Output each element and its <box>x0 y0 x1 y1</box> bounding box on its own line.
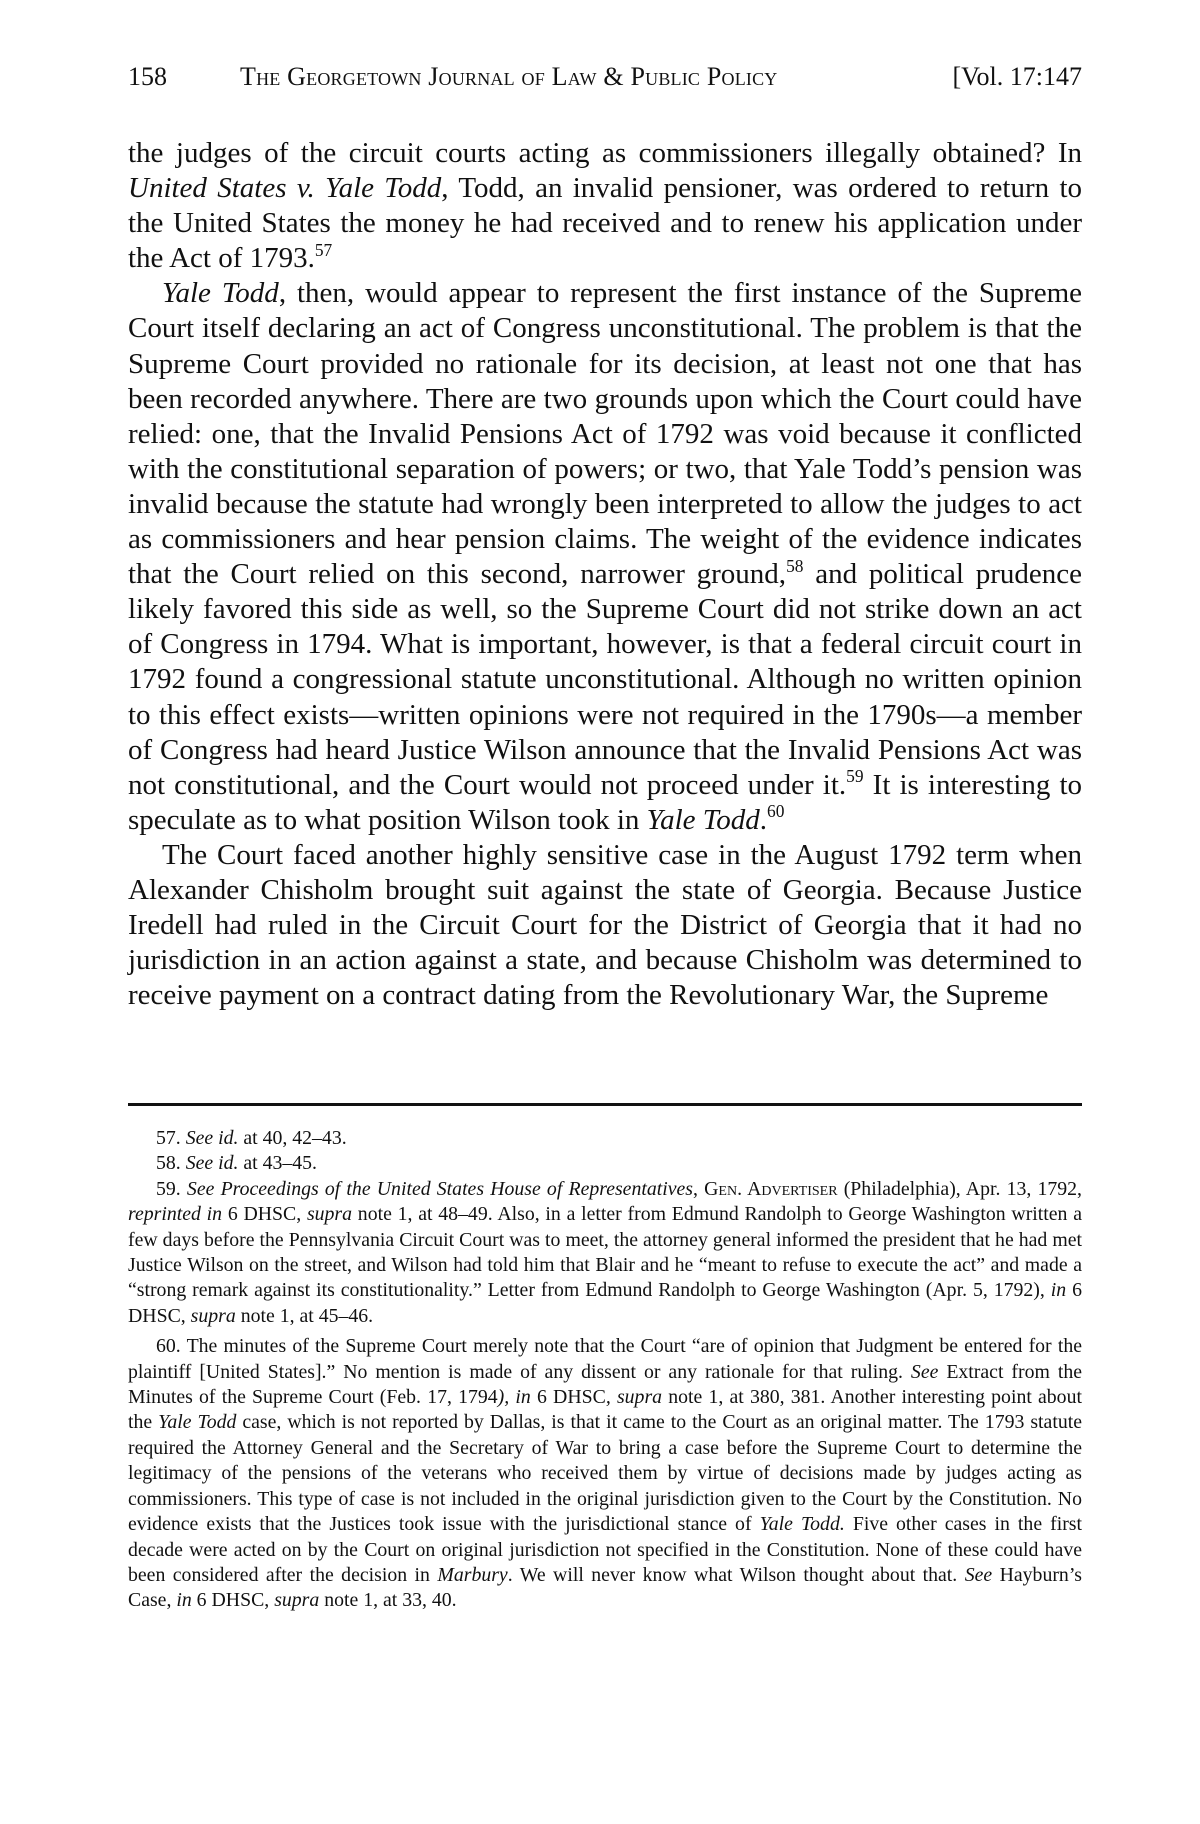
paragraph-1 <box>128 136 1082 276</box>
footnotes <box>128 1126 1082 1614</box>
signal: See <box>910 1360 939 1383</box>
footnote-number: 57. <box>156 1127 181 1149</box>
signal: supra <box>306 1203 353 1226</box>
text-run: at 43–45. <box>238 1152 317 1175</box>
signal: See id. <box>185 1127 239 1149</box>
signal: ), in <box>497 1386 531 1409</box>
footnote-number: 58. <box>156 1152 181 1175</box>
text-run: , then, would appear to represent the first instance of the Supreme Court itself declaring an act of Congress unconstitutional. The problem is that the Supreme Court provided no rationale for its decision, at least not one that has been recorded anywhere. There are two grounds upon which the Court could have relied: one, that the Invalid Pensions Act of 1792 was void because it conflicted with the constitutional separation of powers; or two, that Yale Todd’s pension was invalid because the statute had wrongly been interpreted to allow the judges to act as commissioners and hear pension claims. The weight of the evidence indicates that the Court relied on this second, narrower ground, <box>128 277 1082 591</box>
text-run: note 1, at 380, 381. Another interesting point about the <box>128 1386 1082 1434</box>
text-run: case, which is not reported by Dallas, is that it came to the Court as an original matter. The 1793 statute required the Attorney General and the Secretary of War to bring a case before the Supreme Court to determine the legitimacy of the pensions of the veterans who received them by virtue of decisions made by judges acting as commissioners. This type of case is not included in the original jurisdiction given to the Court by the Constitution. No evidence exists that the Justices took issue with the jurisdictional stance of <box>128 1411 1082 1536</box>
running-header <box>128 57 1082 97</box>
signal: See <box>964 1563 993 1586</box>
signal: , supra <box>605 1386 663 1409</box>
signal: reprinted in <box>128 1203 223 1226</box>
text-run: , <box>693 1177 705 1200</box>
footnote-57 <box>128 1126 1082 1151</box>
text-run: Extract from the Minutes of the Supreme Court (Feb. 17, 1794 <box>128 1360 1082 1409</box>
footnote-divider <box>128 1103 1082 1106</box>
text-run: 6 DHSC, <box>128 1279 1083 1327</box>
footnote-ref-58[interactable]: 58 <box>786 555 804 576</box>
text-run: note 1, at 33, 40. <box>319 1589 457 1612</box>
footnote-59 <box>128 1177 1082 1329</box>
case-name: Yale Todd. <box>759 1513 845 1536</box>
footnote-number: 60. <box>156 1335 181 1358</box>
text-run: at 40, 42–43. <box>238 1127 347 1149</box>
footnote-58 <box>128 1151 1082 1176</box>
text-run: . We will never know what Wilson thought about that. <box>507 1563 965 1586</box>
main-text <box>128 136 1082 1013</box>
text-run: 6 DHSC <box>530 1386 606 1409</box>
case-name: Yale Todd <box>646 803 760 836</box>
paragraph-3: The Court faced another highly sensitive case in the August 1792 term when Alexander Chisholm brought suit against the state of Georgia. Because Justice Iredell had ruled in the Circuit Court for the District of Georgia that it had no jurisdiction in an action against a state, and because Chisholm was determined to receive payment on a contract dating from the Revolutionary War, the Supreme <box>128 838 1082 1012</box>
text-run: and political prudence likely favored this side as well, so the Supreme Court did not strike down an act of Congress in 1794. What is important, however, is that a federal circuit court in 1792 found a congressional statute unconstitutional. Although no written opinion to this effect exists—written opinions were not required in the 1790s—a member of Congress had heard Justice Wilson announce that the Invalid Pensions Act was not constitutional, and the Court would not proceed under it. <box>128 558 1082 801</box>
text-run: the judges of the circuit courts acting as commissioners illegally obtained? In <box>128 137 1082 169</box>
text-run: 6 DHSC, <box>222 1203 307 1226</box>
text-run: Five other cases in the first decade were acted on by the Court on original jurisdiction not specified in the Constitution. None of these could have been considered after the decision in <box>128 1513 1083 1586</box>
signal: in <box>176 1589 192 1612</box>
article-title: Proceedings of the United States House of Representatives <box>220 1177 693 1200</box>
signal: supra <box>190 1304 236 1327</box>
text-run: 6 DHSC, <box>191 1589 275 1612</box>
text-run: The minutes of the Supreme Court merely note that the Court “are of opinion that Judgment be entered for the plaintiff [United States].” No mention is made of any dissent or any rationale for that ruling. <box>128 1335 1082 1383</box>
footnote-ref-60[interactable]: 60 <box>767 801 785 822</box>
text-run: Hayburn’s Case, <box>128 1563 1083 1612</box>
footnote-ref-57[interactable]: 57 <box>314 239 333 260</box>
signal: in <box>1050 1279 1067 1302</box>
case-name: Yale Todd <box>158 1411 237 1434</box>
footnote-ref-59[interactable]: 59 <box>846 766 864 787</box>
text-run: , Todd, an invalid pensioner, was ordered to return to the United States the money he had received and to renew his application under the Act of 1793. <box>128 172 1082 275</box>
footnote-60 <box>128 1334 1082 1613</box>
volume-citation: [Vol. 17:147 <box>952 62 1082 91</box>
text-run: note 1, at 45–46. <box>235 1304 374 1327</box>
text-run: It is interesting to speculate as to what position Wilson took in <box>128 768 1082 836</box>
case-name: Yale Todd <box>162 277 279 310</box>
signal: supra <box>274 1589 320 1612</box>
text-run: . <box>759 803 768 836</box>
page-number: 158 <box>128 62 167 91</box>
signal: See <box>186 1177 215 1200</box>
text-run: note 1, at 48–49. Also, in a letter from Edmund Randolph to George Washington written a few days before the Pennsylvania Circuit Court was to meet, the attorney general informed the president that he had met Justice Wilson on the street, and Wilson had told him that Blair and he “meant to refuse to execute the act” and made a “strong remark against its constitutionality.” Letter from Edmund Randolph to George Washington (Apr. 5, 1792), <box>128 1203 1082 1302</box>
signal: See id. <box>185 1152 239 1175</box>
footnote-number: 59. <box>156 1177 181 1200</box>
newspaper-name: Gen. Advertiser <box>704 1177 838 1200</box>
paragraph-2 <box>128 276 1082 838</box>
journal-title: The Georgetown Journal of Law & Public Policy <box>240 62 778 91</box>
text-run: (Philadelphia), Apr. 13, 1792, <box>837 1177 1083 1200</box>
case-name: Marbury <box>437 1563 508 1586</box>
case-name: United States v. Yale Todd <box>128 172 442 205</box>
